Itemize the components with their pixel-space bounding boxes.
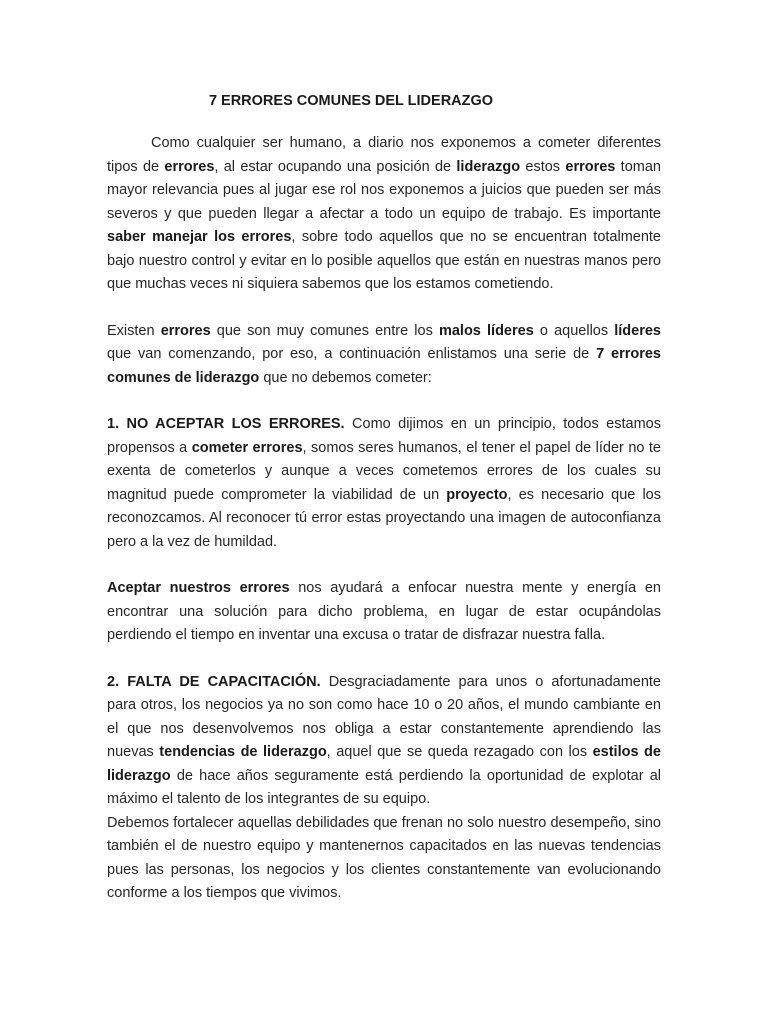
body-paragraph — [107, 413, 661, 554]
text-run: Existen — [107, 322, 161, 339]
bold-text: saber manejar los errores — [107, 229, 292, 245]
bold-text: 2. FALTA DE CAPACITACIÓN. — [107, 673, 321, 690]
bold-text: líderes — [614, 322, 661, 339]
text-run: nos ayudará a enfocar nuestra mente y energía en encontrar una solución para dicho problema, en lugar de estar ocupándolas perdiendo el tiempo en inventar una excusa o tratar de disfrazar nuestra falla. — [107, 580, 661, 643]
text-run: , es necesario que los reconozcamos. Al reconocer tú error estas proyectando una imagen de autoconfianza pero a la vez de humildad. — [107, 486, 661, 550]
bold-text: tendencias de liderazgo — [159, 744, 327, 760]
bold-text: cometer errores — [191, 439, 303, 456]
bold-text: malos líderes — [438, 322, 534, 339]
bold-text: liderazgo — [456, 158, 521, 175]
text-run: Como dijimos en un principio, todos estamos propensos a — [107, 416, 661, 456]
body-paragraph — [107, 132, 661, 297]
bold-text: errores — [565, 158, 616, 175]
text-run: Debemos fortalecer aquellas debilidades que frenan no solo nuestro desempeño, sino también el de nuestro equipo y mantenernos capacitados en las nuevas tendencias pues las personas, los negocios y los clientes constantemente van evolucionando conforme a los tiempos que vivimos. — [107, 814, 661, 901]
body-paragraph — [107, 812, 661, 906]
text-run: , al estar ocupando una posición de — [214, 158, 457, 175]
bold-text: estilos de liderazgo — [107, 744, 661, 784]
text-run: Como cualquier ser humano, a diario nos exponemos a cometer diferentes tipos de — [107, 135, 661, 175]
text-run: toman mayor relevancia pues al jugar ese rol nos exponemos a juicios que pueden ser más severos y que pueden llegar a afectar a todo un equipo de trabajo. Es importante — [107, 158, 661, 222]
bold-text: errores — [160, 322, 211, 339]
bold-text: 1. NO ACEPTAR LOS ERRORES. — [107, 416, 345, 432]
body-paragraph — [107, 320, 661, 391]
text-run: que van comenzando, por eso, a continuación enlistamos una serie de — [107, 346, 597, 362]
text-run: , aquel que se queda rezagado con los — [326, 744, 593, 760]
text-run: de hace años seguramente está perdiendo la oportunidad de explotar al máximo el talento de los integrantes de su equipo. — [107, 767, 661, 807]
body-paragraph — [107, 577, 661, 648]
text-run: que son muy comunes entre los — [210, 322, 439, 339]
bold-text: Aceptar nuestros errores — [107, 580, 290, 596]
text-run: o aquellos — [533, 322, 615, 339]
text-run: , sobre todo aquellos que no se encuentran totalmente bajo nuestro control y evitar en lo posible aquellos que están en nuestras manos pero que muchas veces ni siquiera sabemos que los estamos cometiendo. — [107, 229, 661, 292]
body-paragraph — [107, 671, 661, 812]
document-body — [107, 132, 661, 906]
text-run: que no debemos cometer: — [259, 369, 432, 386]
document-page — [107, 91, 661, 929]
bold-text: proyecto — [446, 486, 508, 503]
text-run: estos — [520, 158, 566, 175]
text-run: , somos seres humanos, el tener el papel de líder no te exenta de cometerlos y aunque a veces cometemos errores de los cuales su magnitud puede comprometer la viabilidad de un — [107, 439, 662, 503]
document-title: 7 ERRORES COMUNES DEL LIDERAZGO — [208, 93, 494, 109]
bold-text: errores — [164, 158, 215, 175]
bold-text: 7 errores comunes de liderazgo — [107, 346, 661, 386]
text-run: Desgraciadamente para unos o afortunadamente para otros, los negocios ya no son como hace 10 o 20 años, el mundo cambiante en el que nos desenvolvemos nos obliga a estar constantemente aprendiendo las nuevas — [107, 673, 661, 760]
